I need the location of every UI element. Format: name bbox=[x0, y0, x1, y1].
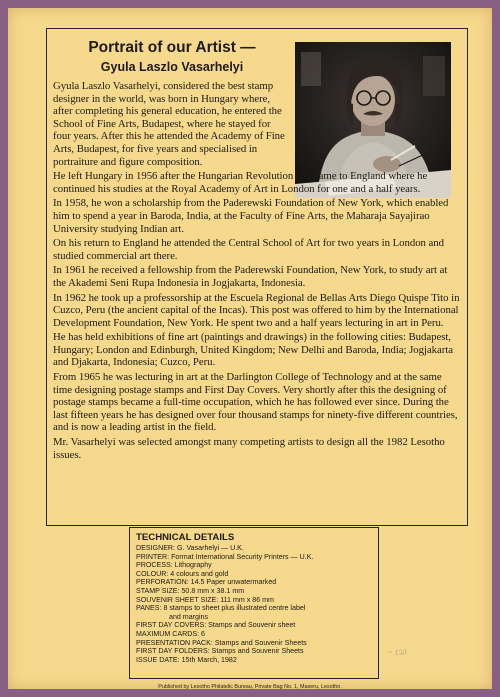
tech-row-printer: PRINTER: Format International Security Printers — U.K. bbox=[136, 552, 314, 561]
bio-paragraph: In 1961 he received a fellowship from the Paderewski Foundation, New York, to study art at the Akademi Seni Rupa Indonesia in Jogjakarta, Indonesia. bbox=[53, 264, 448, 289]
publisher-footer: Published by Lesotho Philatelic Bureau, Private Bag No. 1, Maseru, Lesotho. bbox=[158, 684, 342, 690]
tech-row-panes: PANES: 8 stamps to sheet plus illustrated centre label bbox=[136, 604, 306, 613]
bio-paragraph: Gyula Laszlo Vasarhelyi, considered the best stamp designer in the world, was born in Hungary where, after completing his general education, he entered the School of Fine Arts, Budapest, where he stayed for four years. After this he attended the Academy of Fine Arts, Budapest, for five years and specialised in portraiture and figure composition. bbox=[53, 80, 285, 168]
artist-name: Gyula Laszlo Vasarhelyi bbox=[100, 60, 244, 74]
bio-paragraph: He left Hungary in 1956 after the Hungarian Revolution and came to England where he continued his studies at the Royal Academy of Art in London for one and a half years. bbox=[53, 170, 428, 195]
technical-details-box bbox=[129, 527, 379, 679]
tech-row-stamp-size: STAMP SIZE: 50.8 mm x 38.1 mm bbox=[136, 586, 245, 595]
bio-paragraph: Mr. Vasarhelyi was selected amongst many competing artists to design all the 1982 Lesotho issues. bbox=[53, 436, 445, 461]
biography-text bbox=[53, 80, 460, 463]
bio-paragraph: In 1958, he won a scholarship from the Paderewski Foundation of New York, which enabled him to spend a year in Baroda, India, at the Faculty of Fine Arts, the Maharaja Sayajirao University studying Indian art. bbox=[53, 197, 449, 235]
tech-row-perforation: PERFORATION: 14.5 Paper unwatermarked bbox=[136, 578, 277, 587]
bio-paragraph: From 1965 he was lecturing in art at the Darlington College of Technology and at the same time designing postage stamps and First Day Covers. Very shortly after this the designing of postage stamps became a full-time occupation, which he has followed ever since. During the last fifteen years he has designed over four thousand stamps for ninety-five different countries, and is now a leading artist in the field. bbox=[53, 371, 458, 434]
bio-paragraph: On his return to England he attended the Central School of Art for two years in London and studied commercial art there. bbox=[53, 237, 444, 262]
tech-row-designer: DESIGNER: G. Vasarhelyi — U.K. bbox=[136, 544, 244, 552]
bio-paragraph: He has held exhibitions of fine art (paintings and drawings) in the following cities: Budapest, Hungary; London and Edinburgh, United Kingdom; New Delhi and Baroda, India; Jogjakarta and Djakarta, Indonesia; Cuzco, Peru. bbox=[53, 331, 453, 369]
tech-row-process: PROCESS: Lithography bbox=[136, 561, 212, 570]
tech-row-fdc: FIRST DAY COVERS: Stamps and Souvenir sheet bbox=[136, 621, 296, 630]
page-heading bbox=[58, 39, 286, 75]
pencil-price-mark: ~ 150 bbox=[388, 648, 407, 657]
bio-paragraph: In 1962 he took up a professorship at the Escuela Regional de Bellas Arts Diego Quispe Tito in Cuzco, Peru (the ancient capital of the Incas). This post was offered to him by the International Development Foundation, New York. He spent two and a half years lecturing in art in Peru. bbox=[53, 291, 460, 329]
tech-row-souvenir-size: SOUVENIR SHEET SIZE: 111 mm x 86 mm bbox=[136, 595, 274, 604]
tech-row-maximum-cards: MAXIMUM CARDS: 6 bbox=[136, 629, 205, 638]
tech-row-colour: COLOUR: 4 colours and gold bbox=[136, 569, 229, 578]
technical-details-heading: TECHNICAL DETAILS bbox=[136, 532, 235, 543]
tech-row-panes-cont: and margins bbox=[169, 612, 209, 621]
tech-row-issue-date: ISSUE DATE: 15th March, 1982 bbox=[136, 655, 237, 664]
leaflet-page bbox=[8, 8, 492, 689]
heading-title: Portrait of our Artist — bbox=[88, 39, 256, 56]
tech-row-presentation-pack: PRESENTATION PACK: Stamps and Souvenir Sheets bbox=[136, 638, 307, 647]
tech-row-first-day-folders: FIRST DAY FOLDERS: Stamps and Souvenir Sheets bbox=[136, 647, 304, 656]
